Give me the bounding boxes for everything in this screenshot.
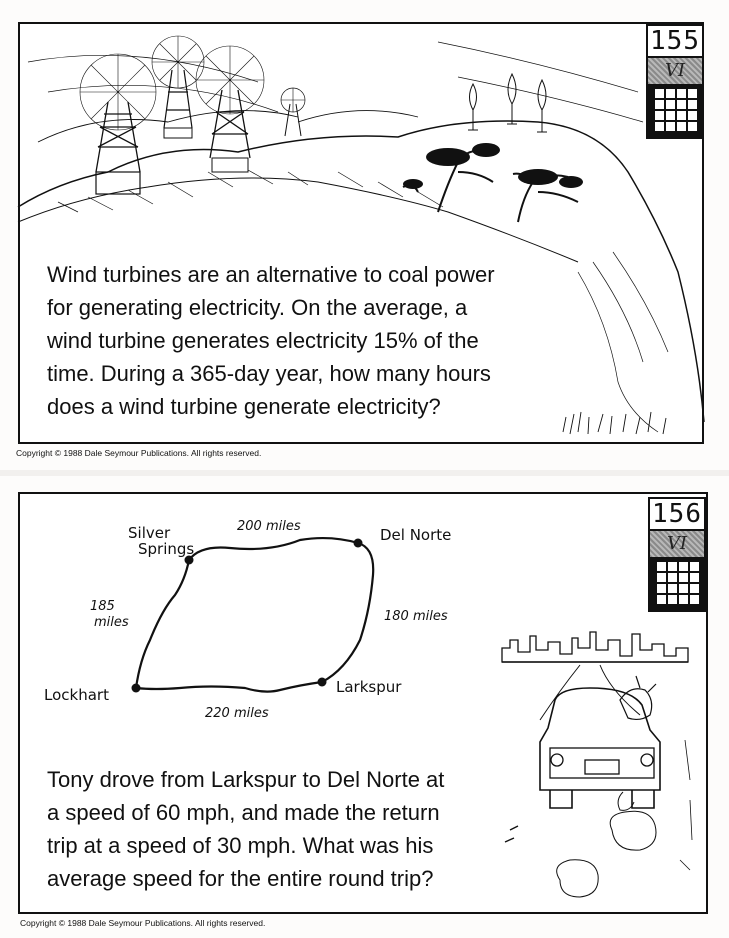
problem-line: does a wind turbine generate electricity? — [47, 394, 441, 419]
problem-text-156 — [47, 763, 517, 895]
town-label-lockhart: Lockhart — [44, 686, 109, 704]
distance-label-left-unit: miles — [94, 615, 129, 630]
town-label-silver: Silver — [128, 524, 171, 542]
town-label-del-norte: Del Norte — [380, 526, 452, 544]
distance-label-left-number: 185 — [90, 599, 115, 614]
distance-label-right: 180 miles — [384, 609, 448, 624]
copyright-155: Copyright © 1988 Dale Seymour Publications. All rights reserved. — [16, 448, 262, 458]
problem-line: average speed for the entire round trip? — [47, 866, 434, 891]
truck-illustration — [502, 632, 692, 897]
problem-number-badge-156 — [648, 497, 706, 612]
category-label-156: VI — [650, 531, 704, 557]
problem-line: a speed of 60 mph, and made the return — [47, 800, 440, 825]
town-dot-lockhart — [132, 684, 141, 693]
town-label-springs: Springs — [138, 540, 195, 558]
town-label-larkspur: Larkspur — [336, 678, 402, 696]
problem-line: wind turbine generates electricity 15% of the — [47, 328, 479, 353]
problem-line: time. During a 365-day year, how many hours — [47, 361, 491, 386]
copyright-156: Copyright © 1988 Dale Seymour Publications. All rights reserved. — [20, 918, 266, 928]
problem-line: trip at a speed of 30 mph. What was his — [47, 833, 434, 858]
category-label-155: VI — [648, 58, 702, 84]
grid-icon-156 — [650, 557, 704, 610]
problem-line: Wind turbines are an alternative to coal power — [47, 262, 495, 287]
town-dot-del-norte — [354, 539, 363, 548]
distance-label-bottom: 220 miles — [205, 706, 269, 721]
problem-number-156: 156 — [650, 499, 704, 529]
problem-line: Tony drove from Larkspur to Del Norte at — [47, 767, 445, 792]
town-dot-larkspur — [318, 678, 327, 687]
problem-number-155: 155 — [648, 26, 702, 56]
problem-line: for generating electricity. On the average, a — [47, 295, 468, 320]
distance-label-top: 200 miles — [237, 519, 301, 534]
